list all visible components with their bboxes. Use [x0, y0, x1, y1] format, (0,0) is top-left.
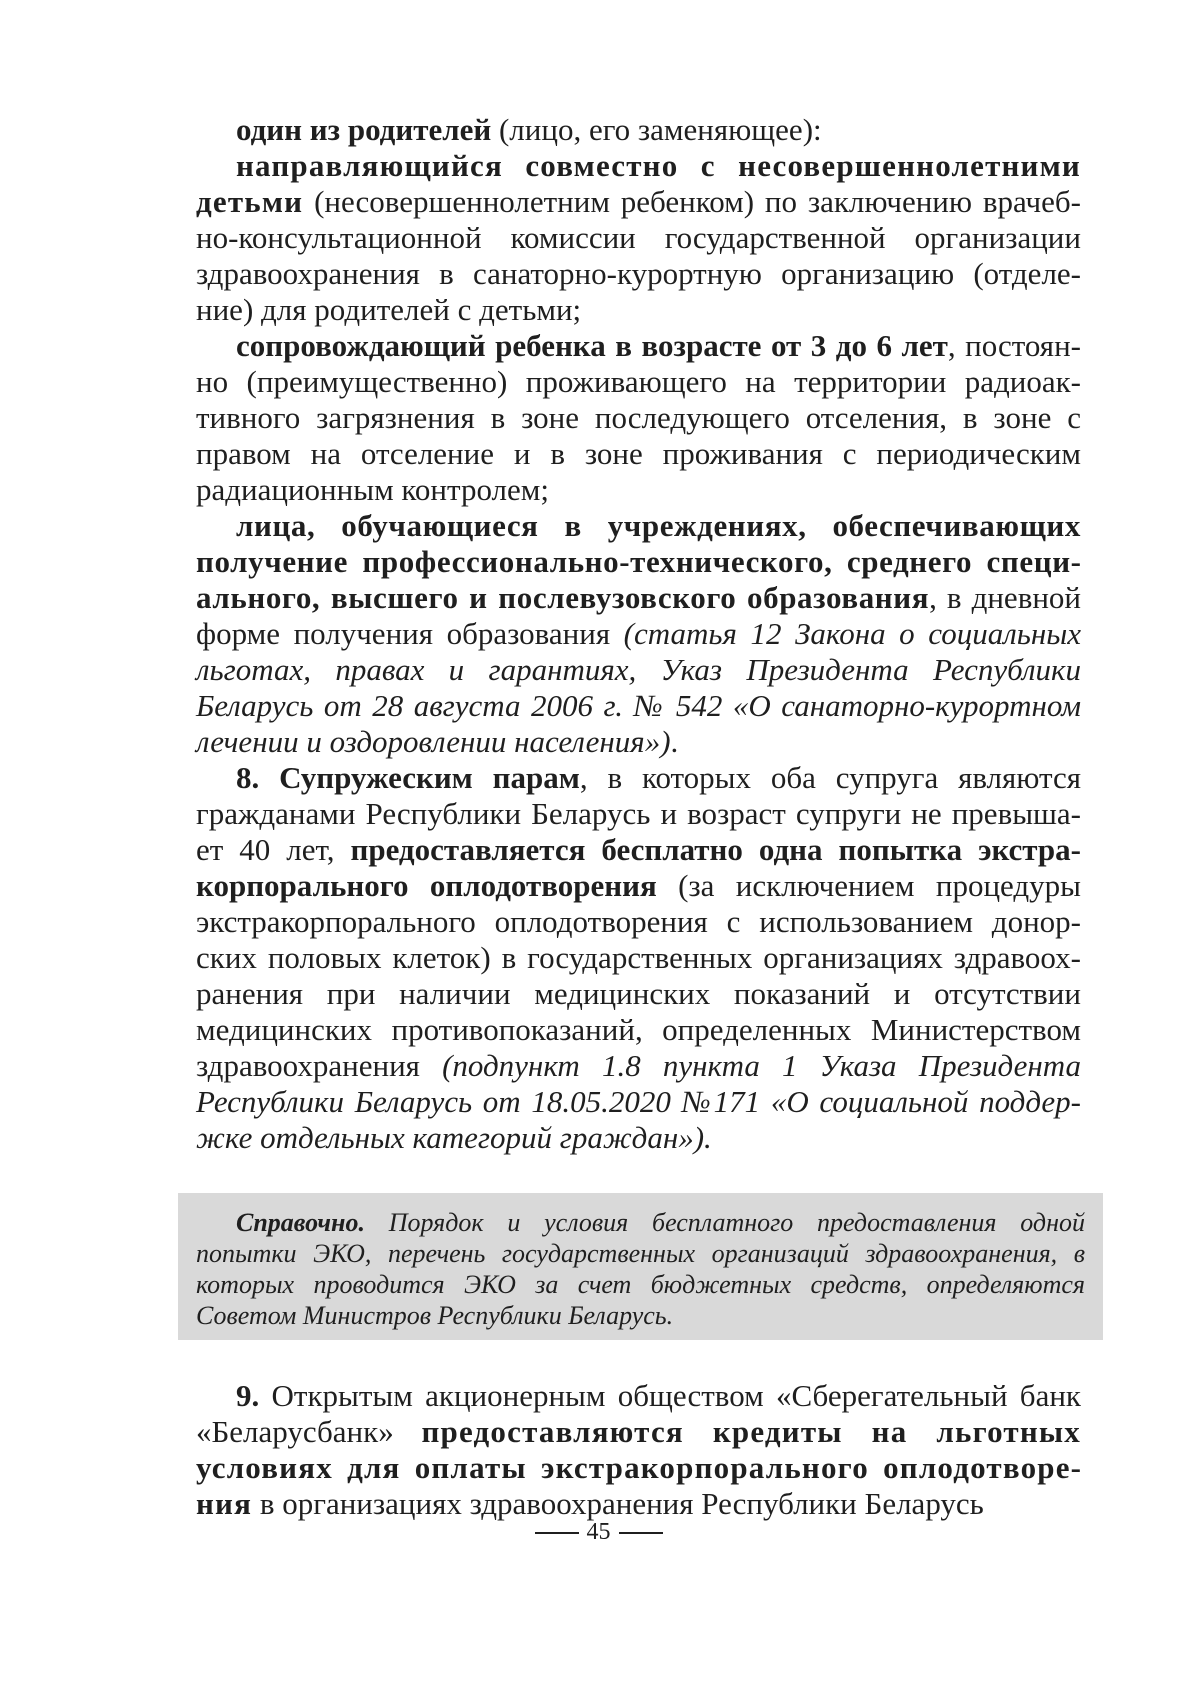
regular-text: (за исключением процедуры экстракорпорального оплодотворения с использованием донорских половых клеток) в государственных организациях здравоохранения при наличии медицинских показаний и отсутствии медицинских противопоказаний, определенных Министерством здравоохранения: [196, 868, 1081, 1083]
bold-text: 8. Супружеским парам: [236, 760, 580, 795]
reference-label: Справочно.: [236, 1208, 365, 1237]
regular-text: , в которых оба супруга являются гражданами Республики Беларусь и возраст супруги не превышает 40 лет,: [196, 760, 1081, 867]
paragraph-9-container: [196, 1378, 1081, 1522]
page-number: 45: [586, 1519, 611, 1545]
paragraph-one-parent: [196, 112, 1081, 148]
bold-text: направляющийся совместно с несовершеннолетними детьми: [196, 148, 1081, 219]
footer-dash-right: [619, 1532, 663, 1534]
legal-citation: (статья 12 Закона о социальных льготах, правах и гарантиях, Указ Президента Республики Беларусь от 28 августа 2006 г. № 542 «О санаторно-курортном лечении и оздоровлении населения»): [196, 616, 1081, 759]
bold-text: предоставляются кредиты на льготных условиях для оплаты экстракорпорального оплодотворения: [196, 1414, 1081, 1521]
paragraph-8-couples: [196, 760, 1081, 1156]
regular-text: .: [670, 724, 679, 759]
paragraph-accompanying-child: [196, 328, 1081, 508]
reference-note-box: [178, 1193, 1103, 1340]
regular-text: в организациях здравоохранения Республики Беларусь: [252, 1486, 984, 1521]
legal-citation: (подпункт 1.8 пункта 1 Указа Президента Республики Беларусь от 18.05.2020 №171 «О социальной поддержке отдельных категорий граждан»).: [196, 1048, 1081, 1155]
bold-text: один из родителей: [236, 112, 492, 147]
main-text: [196, 112, 1081, 1156]
paragraph-students: [196, 508, 1081, 760]
reference-text: Порядок и условия бесплатного предоставления одной попытки ЭКО, перечень государственных организаций здравоохранения, в которых проводится ЭКО за счет бюджетных средств, определяются Советом Министров Республики Беларусь.: [196, 1208, 1085, 1330]
bold-text: 9.: [236, 1378, 260, 1413]
regular-text: Открытым акционерным обществом «Сберегательный банк «Беларусбанк»: [196, 1378, 1081, 1449]
regular-text: , постоянно (преимущественно) проживающего на территории радиоактивного загрязнения в зоне последующего отселения, в зоне с правом на отселение и в зоне проживания с периодическим радиационным контролем;: [196, 328, 1081, 507]
regular-text: (лицо, его заменяющее):: [491, 112, 822, 147]
footer-dash-left: [535, 1532, 579, 1534]
page-footer: [0, 1518, 1197, 1546]
bold-text: лица, обучающиеся в учреждениях, обеспечивающих получение профессионально-технического, среднего специального, высшего и послевузовского образования: [196, 508, 1081, 615]
bold-text: сопровождающий ребенка в возрасте от 3 до 6 лет: [236, 328, 948, 363]
bold-text: предоставляется бесплатно одна попытка экстракорпорального оплодотворения: [196, 832, 1081, 903]
reference-note: [196, 1207, 1085, 1331]
regular-text: (несовершеннолетним ребенком) по заключению врачебно-консультационной комиссии государственной организации здравоохранения в санаторно-курортную организацию (отделение) для родителей с детьми;: [196, 184, 1081, 327]
paragraph-9-credits: [196, 1378, 1081, 1522]
regular-text: , в дневной форме получения образования: [196, 580, 1082, 651]
paragraph-with-children: [196, 148, 1081, 328]
